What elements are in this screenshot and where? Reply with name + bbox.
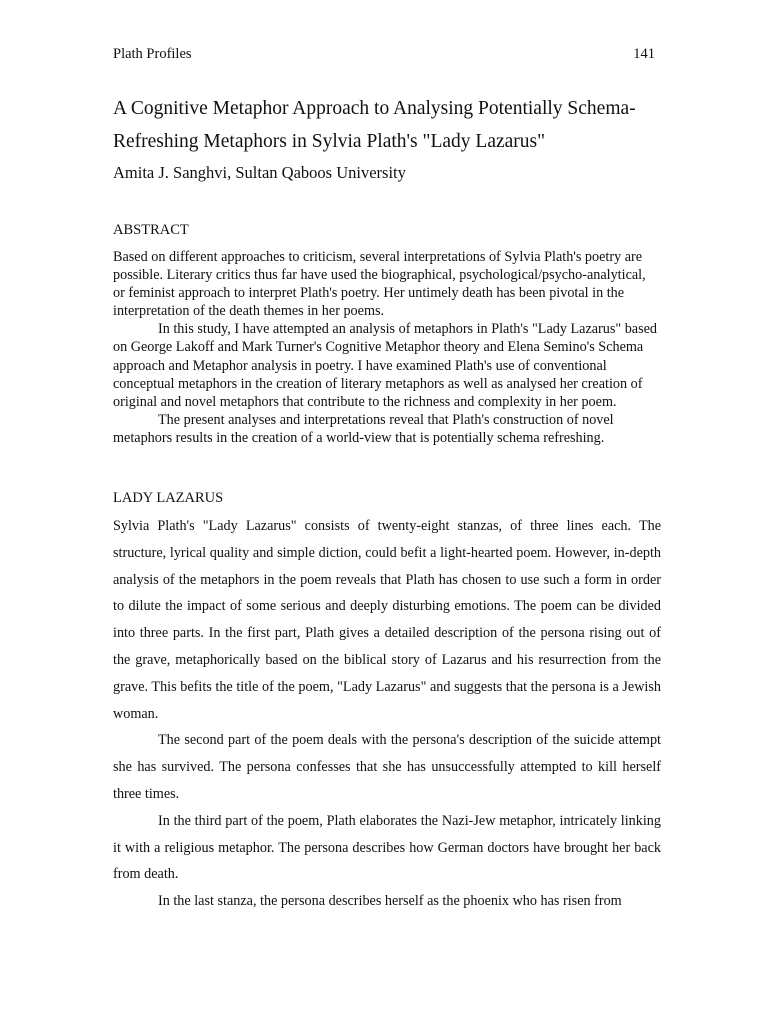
section-body bbox=[113, 513, 661, 915]
abstract-paragraph: The present analyses and interpretations reveal that Plath's construction of novel metaphors results in the creation of a world-view that is potentially schema refreshing. bbox=[113, 411, 614, 446]
running-header bbox=[113, 46, 655, 63]
section-heading: LADY LAZARUS bbox=[113, 490, 224, 506]
abstract-heading: ABSTRACT bbox=[113, 222, 189, 238]
abstract-body bbox=[113, 248, 658, 447]
author-line: Amita J. Sanghvi, Sultan Qaboos University bbox=[113, 163, 406, 182]
body-paragraph: In the third part of the poem, Plath elaborates the Nazi-Jew metaphor, intricately linking it with a religious metaphor. The persona describes how German doctors have brought her back from death. bbox=[113, 812, 661, 883]
body-paragraph: The second part of the poem deals with the persona's description of the suicide attempt she has survived. The persona confesses that she has unsuccessfully attempted to kill herself three times. bbox=[113, 732, 661, 802]
abstract-paragraph: In this study, I have attempted an analysis of metaphors in Plath's "Lady Lazarus" based on George Lakoff and Mark Turner's Cognitive Metaphor theory and Elena Semino's Schema approach and Metaphor analysis in poetry. I have examined Plath's use of conventional conceptual metaphors in the creation of literary metaphors as well as analysed her creation of original and novel metaphors that contribute to the richness and complexity in her poem. bbox=[113, 321, 658, 410]
body-paragraph: In the last stanza, the persona describes herself as the phoenix who has risen from bbox=[158, 893, 622, 910]
abstract-paragraph: Based on different approaches to criticism, several interpretations of Sylvia Plath's poetry are possible. Literary critics thus far have used the biographical, psychological/psycho-analytical, or feminist approach to interpret Plath's poetry. Her untimely death has been pivotal in the interpretation of the death themes in her poems. bbox=[113, 249, 646, 320]
page-number: 141 bbox=[633, 46, 655, 62]
paper-title: A Cognitive Metaphor Approach to Analysing Potentially Schema-Refreshing Metaphors in Sylvia Plath's "Lady Lazarus" bbox=[113, 98, 636, 152]
body-paragraph: Sylvia Plath's "Lady Lazarus" consists of twenty-eight stanzas, of three lines each. The structure, lyrical quality and simple diction, could befit a light-hearted poem. However, in-depth analysis of the metaphors in the poem reveals that Plath has chosen to use such a form in order to dilute the impact of some serious and deeply disturbing emotions. The poem can be divided into three parts. In the first part, Plath gives a detailed description of the persona rising out of the grave, metaphorically based on the biblical story of Lazarus and his resurrection from the grave. This befits the title of the poem, "Lady Lazarus" and suggests that the persona is a Jewish woman. bbox=[113, 518, 661, 722]
running-title: Plath Profiles bbox=[113, 46, 192, 62]
